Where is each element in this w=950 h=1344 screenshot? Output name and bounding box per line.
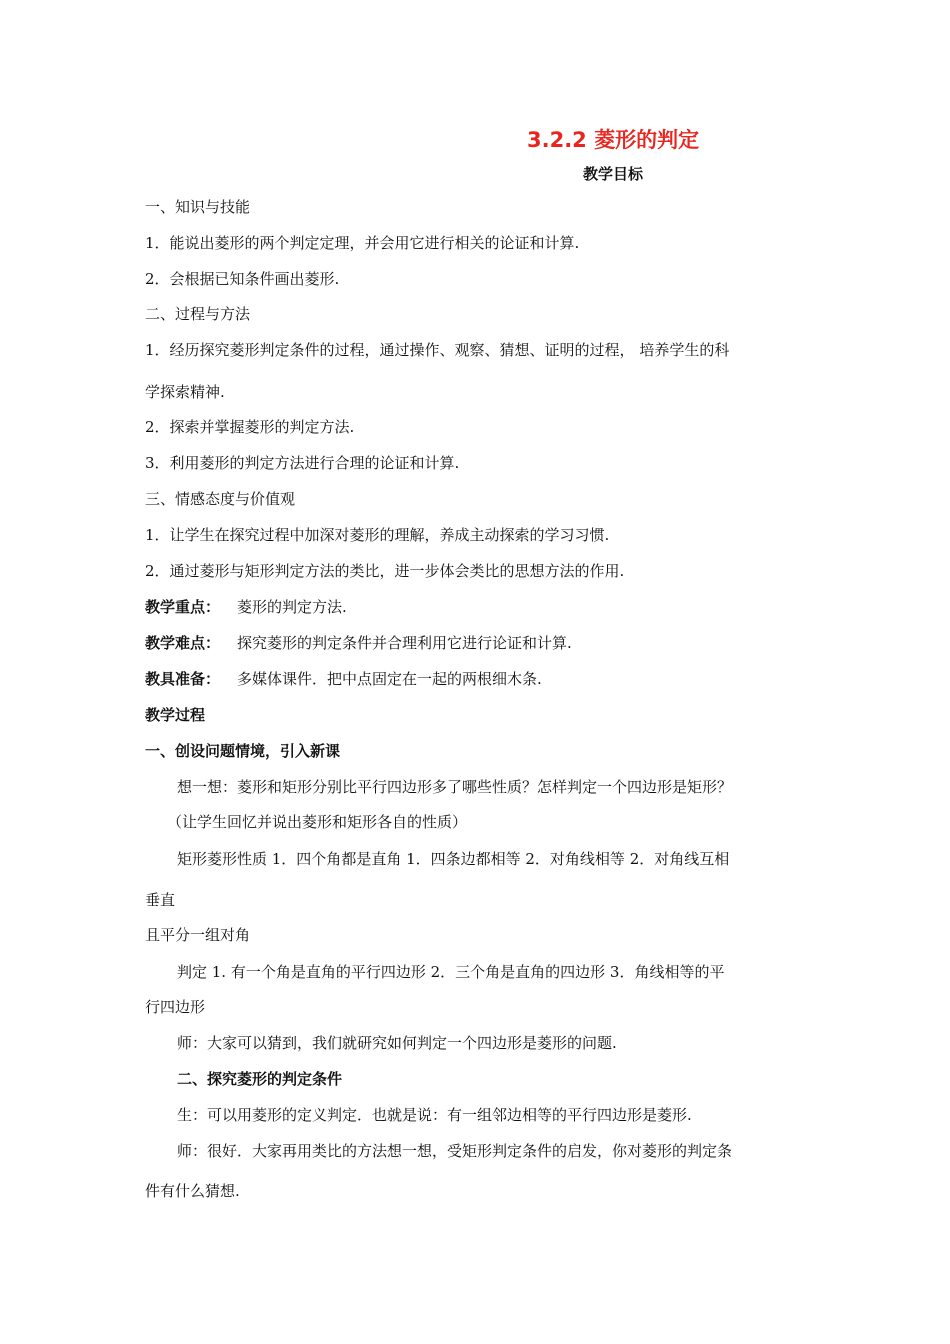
doc-title: 3.2.2 菱形的判定 bbox=[527, 128, 700, 152]
paragraph-teacher-2b: 件有什么猜想. bbox=[145, 1182, 240, 1200]
paragraph-properties-a: 矩形菱形性质 1．四个角都是直角 1．四条边都相等 2．对角线相等 2．对角线互相 bbox=[177, 850, 730, 868]
paragraph-properties-b: 垂直 bbox=[145, 891, 176, 909]
difficulty-text: 探究菱形的判定条件并合理利用它进行论证和计算. bbox=[237, 634, 572, 652]
paragraph-criteria-a: 判定 1. 有一个角是直角的平行四边形 2．三个角是直角的四边形 3．角线相等的平 bbox=[177, 963, 725, 981]
section-2-item-3: 3．利用菱形的判定方法进行合理的论证和计算. bbox=[145, 454, 460, 472]
section-2-heading: 二、过程与方法 bbox=[145, 305, 251, 323]
paragraph-student: 生：可以用菱形的定义判定．也就是说：有一组邻边相等的平行四边形是菱形. bbox=[177, 1106, 692, 1124]
tools-row bbox=[145, 669, 542, 689]
process-heading: 教学过程 bbox=[145, 706, 206, 724]
difficulty-row bbox=[145, 633, 572, 653]
key-point-label: 教学重点： bbox=[145, 598, 221, 616]
paragraph-criteria-b: 行四边形 bbox=[145, 998, 206, 1016]
section-1-item-2: 2．会根据已知条件画出菱形. bbox=[145, 270, 340, 288]
tools-label: 教具准备： bbox=[145, 670, 221, 688]
section-1-heading: 一、知识与技能 bbox=[145, 198, 251, 216]
paragraph-think: 想一想：菱形和矩形分别比平行四边形多了哪些性质？怎样判定一个四边形是矩形？ bbox=[177, 778, 733, 796]
section-3-item-1: 1．让学生在探究过程中加深对菱形的理解，养成主动探索的学习习惯. bbox=[145, 526, 610, 544]
tools-text: 多媒体课件．把中点固定在一起的两根细木条. bbox=[237, 670, 542, 688]
section-3-heading: 三、情感态度与价值观 bbox=[145, 490, 296, 508]
paragraph-teacher-1: 师：大家可以猜到，我们就研究如何判定一个四边形是菱形的问题. bbox=[177, 1034, 617, 1052]
part-2-heading: 二、探究菱形的判定条件 bbox=[177, 1070, 343, 1088]
section-2-item-1a: 1．经历探究菱形判定条件的过程，通过操作、观察、猜想、证明的过程， 培养学生的科 bbox=[145, 341, 730, 359]
section-2-item-2: 2．探索并掌握菱形的判定方法. bbox=[145, 418, 355, 436]
difficulty-label: 教学难点： bbox=[145, 634, 221, 652]
paragraph-teacher-2a: 师：很好．大家再用类比的方法想一想，受矩形判定条件的启发，你对菱形的判定条 bbox=[177, 1142, 733, 1160]
paragraph-properties-c: 且平分一组对角 bbox=[145, 926, 251, 944]
doc-subtitle: 教学目标 bbox=[583, 165, 644, 183]
part-1-heading: 一、创设问题情境，引入新课 bbox=[145, 742, 341, 760]
section-3-item-2: 2．通过菱形与矩形判定方法的类比，进一步体会类比的思想方法的作用. bbox=[145, 562, 625, 580]
paragraph-recall: （让学生回忆并说出菱形和矩形各自的性质） bbox=[167, 813, 468, 831]
section-2-item-1b: 学探索精神. bbox=[145, 383, 225, 401]
key-point-row bbox=[145, 597, 347, 617]
section-1-item-1: 1．能说出菱形的两个判定定理，并会用它进行相关的论证和计算. bbox=[145, 234, 580, 252]
key-point-text: 菱形的判定方法. bbox=[237, 598, 347, 616]
